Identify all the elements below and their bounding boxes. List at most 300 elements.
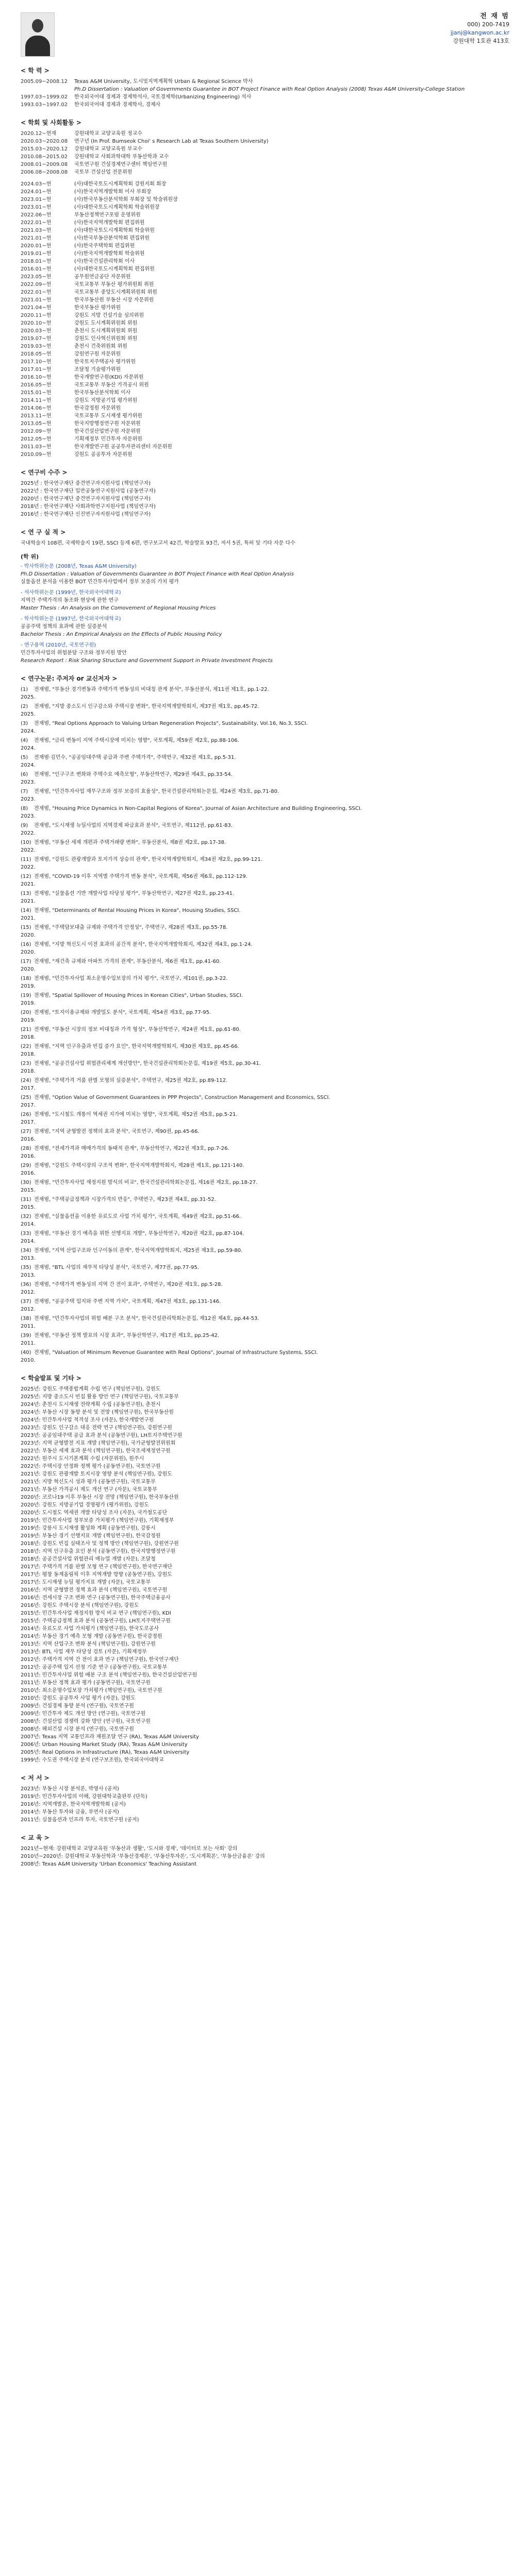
row-date: 2016.05~현	[21, 382, 52, 388]
row-text: 한국지방행정연구원 자문위원	[74, 421, 141, 427]
publication-number: (34) 2013.	[21, 1248, 36, 1261]
publication-number: (23) 2018.	[21, 1061, 36, 1074]
society-row	[21, 435, 509, 443]
publication-number: (2) 2025.	[21, 704, 36, 717]
project-item: 2008년: 건설산업 경쟁력 강화 방안 (연구원), 국토연구원	[21, 1719, 151, 1724]
publication-text: 전재범, "BTL 사업의 재무적 타당성 분석", 국토연구, 제77권, pp.77-95.	[34, 1265, 199, 1270]
publication-number: (28) 2016.	[21, 1146, 36, 1159]
row-date: 2021.04~현	[21, 305, 52, 311]
publication-text: 전재범, "인구구조 변화와 주택수요 예측모형", 부동산학연구, 제29권 제4호, pp.33-54.	[34, 772, 233, 777]
project-item: 2023년: 공공임대주택 공급 효과 분석 (공동연구원), LH토지주택연구원	[21, 1433, 183, 1438]
row-text: 강원도 인사혁신위원회 위원	[74, 336, 138, 342]
publication-text: 전재범, "도시철도 개통이 역세권 지가에 미치는 영향", 국토계획, 제52권 제5호, pp.5-21.	[34, 1112, 238, 1117]
publication-number: (30) 2015.	[21, 1180, 36, 1193]
row-date: 2014.06~현	[21, 405, 52, 411]
education-row	[21, 93, 509, 101]
theses-heading: (학 위)	[21, 553, 39, 560]
publication-item	[21, 1145, 509, 1160]
project-item: 2022년: 주택시장 안정화 정책 평가 (공동연구원), 국토연구원	[21, 1464, 161, 1469]
cv-header	[21, 12, 509, 57]
row-text: 한국부동산원 부동산 시장 자문위원	[74, 297, 154, 303]
publication-item	[21, 805, 509, 820]
project-item: 2010년: 강원도 공공투자 사업 평가 (자문), 강원도	[21, 1696, 136, 1701]
society-row	[21, 180, 509, 188]
project-item: 2024년: 춘천시 도시재생 전략계획 수립 (공동연구원), 춘천시	[21, 1402, 161, 1408]
book-item: 2019년: 민간투자사업의 이해, 강원대학교출판부 (단독)	[21, 1794, 147, 1800]
society-row	[21, 242, 509, 250]
row-text: Texas A&M University, 도시및지역계획학 Urban & Regional Science 박사	[74, 79, 253, 84]
row-text: 한국개발연구원(KDI) 자문위원	[74, 375, 144, 380]
publication-number: (39) 2011.	[21, 1333, 36, 1346]
publication-item	[21, 839, 509, 854]
publication-number: (3) 2024.	[21, 721, 36, 734]
publication-text: 전재범, "강원도 주택시장의 구조적 변화", 한국지역개발학회지, 제28권 제1호, pp.121-140.	[34, 1163, 244, 1168]
project-item: 2023년: 지역 균형발전 지표 개발 (책임연구원), 국가균형발전위원회	[21, 1440, 176, 1446]
grant-item: 2020년 : 한국연구재단 중견연구자지원사업 (책임연구자)	[21, 496, 151, 502]
row-date: 2008.01~2009.08	[21, 162, 68, 167]
publication-number: (22) 2018.	[21, 1044, 36, 1057]
teaching-item: 2021년~현재: 강원대학교 교양교육원 '부동산과 생활', '도시와 경제', '데이터로 보는 사회' 강의	[21, 1846, 238, 1852]
publication-item	[21, 1026, 509, 1041]
research-summary: 국내학술지 108편, 국제학술지 19편, SSCI 등재 6편, 연구보고서 42건, 학술발표 93건, 저서 5권, 특허 및 기타 자문 다수	[21, 540, 295, 546]
thesis-title-ko: 지역간 주택가격의 동조화 현상에 관한 연구	[21, 598, 119, 603]
row-date: 2022.01~현	[21, 290, 52, 295]
publication-text: 전재범, "Valuation of Minimum Revenue Guarantee with Real Options", Journal of Infrastructure Systems, SSCI.	[34, 1350, 318, 1355]
row-date: 2023.01~현	[21, 197, 52, 202]
publication-number: (16) 2020.	[21, 942, 36, 955]
thesis-block	[21, 563, 509, 665]
row-text: (사)대한국토도시계획학회 편집위원	[74, 266, 155, 272]
email-link[interactable]: jjanj@kangwon.ac.kr	[450, 29, 509, 36]
row-text: 국토연구원 건설경제연구센터 책임연구원	[74, 162, 168, 167]
publication-text: 전재범, "민간투자사업의 위험 배분 구조 분석", 한국건설관리학회논문집, 제12권 제4호, pp.44-53.	[34, 1316, 259, 1321]
publication-item	[21, 1196, 509, 1211]
row-text: 한국건설산업연구원 자문위원	[74, 429, 141, 434]
project-item: 1999년: 수도권 주택시장 분석 (연구보조원), 한국외국어대학교	[21, 1757, 164, 1763]
project-item: 2017년: 도시재생 뉴딜 평가지표 개발 (자문), 국토교통부	[21, 1580, 151, 1585]
project-item: 2018년: 공공건설사업 위험관리 매뉴얼 개발 (자문), 조달청	[21, 1556, 156, 1562]
career-row	[21, 145, 509, 153]
project-item: 2020년: 코로나19 이후 부동산 시장 전망 (책임연구원), 한국부동산원	[21, 1495, 179, 1500]
row-date: 2020.03~현	[21, 328, 52, 334]
society-row	[21, 327, 509, 335]
project-item: 2010년: 최소운영수입보장 가치평가 (책임연구원), 국토연구원	[21, 1688, 162, 1693]
publication-number: (5) 2024.	[21, 755, 36, 768]
project-item: 2021년: 부동산 가격공시 제도 개선 연구 (자문), 국토교통부	[21, 1487, 157, 1493]
publication-number: (19) 2019.	[21, 993, 36, 1006]
project-item: 2009년: 민간투자 제도 개선 방안 (연구원), 국토연구원	[21, 1711, 146, 1717]
society-row	[21, 397, 509, 404]
society-row	[21, 250, 509, 258]
publication-text: 전재범, "부동산 시장의 정보 비대칭과 가격 형성", 부동산학연구, 제24권 제1호, pp.61-80.	[34, 1027, 241, 1032]
row-text: (사)한국주택학회 편집위원	[74, 243, 135, 249]
row-text: 춘천시 건축위원회 위원	[74, 344, 127, 349]
row-text: 기획재정부 민간투자 자문위원	[74, 436, 142, 442]
thesis-label: - 석사학위논문 (1999년, 한국외국어대학교)	[21, 590, 121, 596]
row-date: 2015.01~현	[21, 390, 52, 396]
career-row	[21, 161, 509, 168]
publication-text: 전재범, "재건축 규제와 아파트 가격의 관계", 부동산분석, 제6권 제1호, pp.41-60.	[34, 959, 221, 964]
publication-item	[21, 924, 509, 939]
publication-item	[21, 771, 509, 786]
society-row	[21, 343, 509, 350]
row-text: 공무원연금공단 자문위원	[74, 274, 131, 280]
project-item: 2017년: 주택가격 거품 판별 모형 연구 (책임연구원), 한국연구재단	[21, 1564, 172, 1570]
publication-number: (37) 2012.	[21, 1299, 36, 1312]
section-title-research: < 연 구 실 적 >	[21, 529, 66, 536]
publication-text: 전재범, "도시재생 뉴딜사업의 지역경제 파급효과 분석", 국토연구, 제112권, pp.61-83.	[34, 823, 233, 828]
publication-text: 전재범, "민간투자사업 재정지원 방식의 비교", 한국건설관리학회논문집, 제16권 제2호, pp.18-27.	[34, 1180, 258, 1185]
career-list	[21, 130, 509, 176]
society-row	[21, 234, 509, 242]
publication-item	[21, 1162, 509, 1177]
project-item: 2017년: 평창 동계올림픽 이후 지역개발 방향 (공동연구원), 강원도	[21, 1572, 172, 1578]
society-row	[21, 350, 509, 358]
publication-item	[21, 1315, 509, 1330]
project-list	[21, 1385, 509, 1764]
publication-item	[21, 1009, 509, 1024]
publication-text: 전재범, "부동산 정책 발표의 시장 효과", 부동산학연구, 제17권 제1호, pp.25-42.	[34, 1333, 220, 1338]
row-date: 2013.05~현	[21, 421, 52, 427]
publication-number: (26) 2017.	[21, 1112, 36, 1125]
row-text: (사)한국건설관리학회 이사	[74, 259, 135, 264]
row-text: 한국감정원 자문위원	[74, 405, 121, 411]
publication-text: 전재범, "Spatial Spillover of Housing Prices in Korean Cities", Urban Studies, SSCI.	[34, 993, 243, 998]
publication-text: 전재범, "공공건설사업 위험관리체계 개선방안", 한국건설관리학회논문집, 제19권 제5호, pp.30-41.	[34, 1061, 261, 1066]
row-date: 1993.03~1997.02	[21, 102, 68, 108]
teaching-item: 2010년~2020년: 강원대학교 부동산학과 '부동산경제론', '부동산투자론', '도시계획론', '부동산금융론' 강의	[21, 1854, 265, 1859]
row-text: 국토부 건설산업 전문위원	[74, 170, 132, 175]
row-date: 2020.11~현	[21, 313, 52, 318]
row-date: 2012.05~현	[21, 436, 52, 442]
society-row	[21, 412, 509, 420]
publication-item	[21, 1213, 509, 1228]
project-item: 2006년: Urban Housing Market Study (RA), Texas A&M University	[21, 1742, 188, 1748]
project-item: 2025년: 강원도 주택종합계획 수립 연구 (책임연구원), 강원도	[21, 1386, 161, 1392]
profile-photo	[21, 12, 55, 57]
row-date: 2014.11~현	[21, 398, 52, 403]
publication-number: (12) 2021.	[21, 874, 36, 887]
publication-number: (7) 2023.	[21, 789, 36, 802]
society-row	[21, 366, 509, 374]
row-text: 강원도 지방 건설기술 심의위원	[74, 313, 144, 318]
society-row	[21, 219, 509, 227]
publication-number: (36) 2012.	[21, 1282, 36, 1295]
row-text: (사)대한국토도시계획학회 학술위원장	[74, 205, 160, 210]
book-item: 2023년: 부동산 시장 분석론, 박영사 (공저)	[21, 1786, 119, 1792]
row-date: 2021.01~현	[21, 297, 52, 303]
thesis-title-en: Research Report : Risk Sharing Structure and Government Support in Private Investment Projects	[21, 658, 273, 664]
row-text: 강원도 도시계획위원회 위원	[74, 320, 138, 326]
row-date: 2020.10~현	[21, 320, 52, 326]
project-item: 2011년: 부동산 정책 효과 평가 (공동연구원), 국토연구원	[21, 1680, 151, 1686]
society-row	[21, 265, 509, 273]
row-text: (사)한국지역개발학회 편집위원	[74, 220, 145, 226]
project-item: 2021년: 강원도 관광개발 토지시장 영향 분석 (책임연구원), 강원도	[21, 1471, 172, 1477]
project-item: 2016년: 지역 균형발전 정책 효과 분석 (책임연구원), 국토연구원	[21, 1587, 168, 1593]
publication-item	[21, 1298, 509, 1313]
row-date: 2015.03~2020.12	[21, 146, 68, 152]
office-address: 강원대학 1호관 413호	[453, 38, 509, 44]
person-name: 전 재 범	[480, 12, 509, 20]
publication-text: 전재범, "부동산 경기 예측을 위한 선행지표 개발", 부동산학연구, 제20권 제2호, pp.87-104.	[34, 1231, 244, 1236]
society-row	[21, 258, 509, 265]
project-item: 2013년: 지역 산업구조 변화 분석 (책임연구원), 강원연구원	[21, 1641, 156, 1647]
society-row	[21, 319, 509, 327]
publication-text: 전재범, "주택가격 거품 판별 모형의 실증분석", 주택연구, 제25권 제2호, pp.89-112.	[34, 1078, 228, 1083]
row-text: 국토교통부 부동산 가격공시 위원	[74, 382, 149, 388]
section-title-education: < 학 력 >	[21, 67, 49, 74]
row-text: (사)한국부동산분석학회 편집위원	[74, 235, 150, 241]
society-list	[21, 180, 509, 459]
thesis-label: - 박사학위논문 (2008년, Texas A&M University)	[21, 564, 137, 569]
row-date: 2021.03~현	[21, 228, 52, 233]
publication-item	[21, 975, 509, 990]
project-item: 2007년: Texas 지역 교통인프라 재원조달 연구 (RA), Texas A&M University	[21, 1734, 200, 1740]
row-text: 강원도 지방공기업 평가위원	[74, 398, 138, 403]
career-row	[21, 130, 509, 138]
publication-item	[21, 873, 509, 888]
publication-number: (10) 2022.	[21, 840, 36, 853]
row-text: 강원도 공공투자 자문위원	[74, 452, 132, 457]
row-text: 국토교통부 도시재생 평가위원	[74, 413, 142, 419]
row-date: 2024.01~현	[21, 189, 52, 195]
project-item: 2011년: 민간투자사업 위험 배분 구조 분석 (책임연구원), 한국건설산업연구원	[21, 1672, 197, 1678]
publication-text: 전재범, "지역 인구유출과 빈집 증가 요인", 한국지역개발학회지, 제30권 제3호, pp.45-66.	[34, 1044, 239, 1049]
society-row	[21, 358, 509, 366]
publication-text: 전재범, "금리 변동이 지역 주택시장에 미치는 영향", 국토계획, 제59권 제2호, pp.88-106.	[34, 738, 239, 743]
publication-text: 전재범, "실물옵션을 이용한 유료도로 사업 가치 평가", 국토계획, 제49권 제2호, pp.51-66.	[34, 1214, 241, 1219]
row-text: (사)한국지역개발학회 학술위원	[74, 251, 145, 257]
career-row	[21, 168, 509, 176]
publication-item	[21, 958, 509, 973]
row-text: 한국토지주택공사 평가위원	[74, 359, 136, 365]
society-row	[21, 428, 509, 435]
publication-item	[21, 703, 509, 718]
publication-list	[21, 686, 509, 1364]
thesis-label: - 학사학위논문 (1997년, 한국외국어대학교)	[21, 616, 121, 622]
thesis-title-en: Bachelor Thesis : An Empirical Analysis on the Effects of Public Housing Policy	[21, 632, 222, 637]
society-row	[21, 196, 509, 204]
row-date: 2020.03~2020.08	[21, 139, 68, 144]
publication-item	[21, 1128, 509, 1143]
row-text: Ph.D Dissertation : Valuation of Governments Guarantee in BOT Project Finance with Real Option Analysis (2008) Texas A&M University-College Station	[74, 87, 465, 92]
row-text: 강원대학교 사회과학대학 부동산학과 교수	[74, 154, 169, 160]
society-row	[21, 335, 509, 343]
project-item: 2012년: 공공주택 입지 선정 기준 연구 (공동연구원), 국토교통부	[21, 1665, 168, 1670]
row-text: 강원대학교 교양교육원 정교수	[74, 131, 142, 137]
publication-number: (14) 2021.	[21, 908, 36, 921]
publication-item	[21, 890, 509, 905]
publication-item	[21, 907, 509, 922]
project-item: 2014년: 유료도로 사업 가치평가 (책임연구원), 한국도로공사	[21, 1626, 159, 1632]
publication-item	[21, 1077, 509, 1092]
publication-text: 전재범, "지방 혁신도시 이전 효과의 공간적 분석", 한국지역개발학회지, 제32권 제4호, pp.1-24.	[34, 942, 253, 947]
thesis-title-ko: 공공주택 정책의 효과에 관한 실증분석	[21, 624, 107, 630]
row-date: 2020.12~현재	[21, 131, 57, 137]
publication-text: 전재범, "강원도 관광개발과 토지가격 상승의 관계", 한국지역개발학회지, 제34권 제2호, pp.99-121.	[34, 857, 262, 862]
society-row	[21, 204, 509, 211]
row-date: 2024.03~현	[21, 181, 52, 187]
publication-text: 전재범, "실물옵션 기반 개발사업 타당성 평가", 부동산학연구, 제27권 제2호, pp.23-41.	[34, 891, 235, 896]
publication-item	[21, 1281, 509, 1296]
book-item: 2014년: 부동산 투자와 금융, 부연사 (공저)	[21, 1809, 119, 1815]
publication-number: (1) 2025.	[21, 687, 36, 700]
row-text: 춘천시 도시계획위원회 위원	[74, 328, 138, 334]
section-title-teaching: < 교 육 >	[21, 1834, 49, 1841]
education-row	[21, 78, 509, 86]
row-text: 부동산정책연구포럼 운영위원	[74, 212, 141, 218]
project-item: 2018년: 강원도 빈집 실태조사 및 정책 방안 (책임연구원), 강원연구원	[21, 1541, 179, 1547]
society-row	[21, 451, 509, 459]
career-row	[21, 138, 509, 145]
publication-number: (31) 2015.	[21, 1197, 36, 1210]
row-text: (사)한국부동산분석학회 부회장 및 학술위원장	[74, 197, 178, 202]
grant-item: 2022년 : 한국연구재단 일반공동연구지원사업 (공동연구자)	[21, 488, 156, 494]
row-date: 2023.01~현	[21, 205, 52, 210]
row-date: 2011.03~현	[21, 444, 52, 450]
grant-item: 2018년 : 한국연구재단 사회과학연구지원사업 (책임연구자)	[21, 504, 156, 510]
society-row	[21, 281, 509, 289]
project-item: 2005년: Real Options in Infrastructure (RA), Texas A&M University	[21, 1750, 190, 1755]
publication-item	[21, 822, 509, 837]
teaching-item: 2008년: Texas A&M University 'Urban Economics' Teaching Assistant	[21, 1861, 196, 1867]
publication-text: 전재범, "민간투자사업 재무구조와 정부 보증의 효율성", 한국건설관리학회논문집, 제24권 제3호, pp.71-80.	[34, 789, 279, 794]
project-item: 2009년: 건설경제 동향 분석 (연구원), 국토연구원	[21, 1703, 134, 1709]
row-text: 강원연구원 자문위원	[74, 351, 121, 357]
society-row	[21, 273, 509, 281]
publication-number: (9) 2022.	[21, 823, 36, 836]
education-row	[21, 86, 509, 93]
society-row	[21, 312, 509, 319]
row-date: 2016.10~현	[21, 375, 52, 380]
project-item: 2019년: 부동산 경기 선행지표 개발 (책임연구원), 한국감정원	[21, 1533, 161, 1539]
publication-text: 전재범, "주택담보대출 규제와 주택가격 안정성", 주택연구, 제28권 제3호, pp.55-78.	[34, 925, 228, 930]
society-row	[21, 296, 509, 304]
row-text: 한국부동산 평가위원	[74, 305, 121, 311]
project-item: 2016년: 강원도 주택시장 분석 (책임연구원), 강원도	[21, 1603, 139, 1608]
publication-item	[21, 788, 509, 803]
society-row	[21, 443, 509, 451]
publication-number: (29) 2016.	[21, 1163, 36, 1176]
row-date: 2018.05~현	[21, 351, 52, 357]
publication-item	[21, 1094, 509, 1109]
publication-item	[21, 720, 509, 735]
publication-number: (15) 2020.	[21, 925, 36, 938]
society-row	[21, 420, 509, 428]
publication-text: 전재범, "Option Value of Government Guarantees in PPP Projects", Construction Management and Economics, SSCI.	[34, 1095, 330, 1100]
project-item: 2019년: 강릉시 도시재생 활성화 계획 (공동연구원), 강릉시	[21, 1526, 156, 1531]
row-text: 국토교통부 부동산 평가위원회 위원	[74, 282, 154, 287]
row-date: 2005.09~2008.12	[21, 79, 68, 84]
publication-number: (8) 2023.	[21, 806, 36, 819]
publication-item	[21, 686, 509, 701]
project-item: 2023년: 강원도 인구감소 대응 전략 연구 (책임연구원), 강원연구원	[21, 1425, 172, 1431]
contact-block	[451, 12, 509, 45]
row-date: 1997.03~1999.02	[21, 94, 68, 100]
society-row	[21, 289, 509, 296]
publication-text: 전재범, "Determinants of Rental Housing Prices in Korea", Housing Studies, SSCI.	[34, 908, 241, 913]
project-item: 2008년: 해외건설 시장 분석 (연구원), 국토연구원	[21, 1726, 134, 1732]
book-item: 2011년: 실물옵션과 인프라 투자, 국토연구원 (공저)	[21, 1817, 139, 1823]
row-date: 2010.09~현	[21, 452, 52, 457]
project-item: 2021년: 지방 혁신도시 성과 평가 (공동연구원), 국토교통부	[21, 1479, 156, 1485]
education-list	[21, 78, 509, 109]
row-date: 2017.10~현	[21, 359, 52, 365]
row-text: (사)한국지역개발학회 이사 부회장	[74, 189, 152, 195]
society-row	[21, 304, 509, 312]
publication-number: (25) 2017.	[21, 1095, 36, 1108]
grants-list	[21, 480, 509, 518]
publication-number: (24) 2017.	[21, 1078, 36, 1091]
publication-number: (11) 2022.	[21, 857, 36, 870]
phone-number: 000) 200-7419	[467, 21, 509, 28]
publication-text: 전재범, "주택공급정책과 시장가격의 반응", 주택연구, 제23권 제4호, pp.31-52.	[34, 1197, 216, 1202]
publication-text: 전재범, "부동산 경기변동과 주택가격 변동성의 비대칭 관계 분석", 부동산분석, 제11권 제1호, pp.1-22.	[34, 687, 269, 692]
publication-number: (21) 2018.	[21, 1027, 36, 1040]
row-text: 조달청 기술평가위원	[74, 367, 121, 372]
row-text: 국토교통부 중앙도시계획위원회 위원	[74, 290, 157, 295]
project-item: 2022년: 원주시 도시기본계획 수립 (자문위원), 원주시	[21, 1456, 144, 1462]
row-date: 2023.05~현	[21, 274, 52, 280]
project-item: 2022년: 부동산 세제 효과 분석 (책임연구원), 한국조세재정연구원	[21, 1448, 171, 1454]
publication-item	[21, 754, 509, 769]
publication-item	[21, 1060, 509, 1075]
project-item: 2015년: 민간투자사업 재정지원 방식 비교 연구 (책임연구원), KDI	[21, 1611, 171, 1616]
project-item: 2016년: 전세시장 구조 변화 연구 (공동연구원), 한국주택금융공사	[21, 1595, 171, 1601]
section-title-books: < 저 서 >	[21, 1774, 49, 1782]
publication-item	[21, 1179, 509, 1194]
publication-number: (33) 2014.	[21, 1231, 36, 1244]
publication-number: (18) 2019.	[21, 976, 36, 989]
section-title-career: < 학회 및 사회활동 >	[21, 119, 81, 126]
project-item: 2015년: 주택공급정책 효과 분석 (공동연구원), LH토지주택연구원	[21, 1618, 171, 1624]
row-date: 2019.01~현	[21, 251, 52, 257]
row-date: 2006.08~2008.08	[21, 170, 68, 175]
society-row	[21, 227, 509, 234]
publication-text: 전재범, "Housing Price Dynamics in Non-Capital Regions of Korea", Journal of Asian Architecture and Building Engineering, SSCI.	[34, 806, 362, 811]
row-date: 2022.06~현	[21, 212, 52, 218]
row-date: 2016.01~현	[21, 266, 52, 272]
row-date: 2022.09~현	[21, 282, 52, 287]
publication-item	[21, 1230, 509, 1245]
publication-number: (13) 2021.	[21, 891, 36, 904]
book-item: 2016년: 지역개발론, 한국지역개발학회 (공저)	[21, 1802, 126, 1807]
publication-text: 전재범, "전세가격과 매매가격의 동태적 관계", 부동산학연구, 제22권 제3호, pp.7-26.	[34, 1146, 229, 1151]
project-item: 2024년: 부동산 시장 동향 분석 및 전망 (책임연구원), 한국부동산원	[21, 1410, 174, 1415]
row-date: 2010.08~2015.02	[21, 154, 68, 160]
publication-item	[21, 992, 509, 1007]
row-date	[21, 86, 74, 93]
publication-item	[21, 1043, 509, 1058]
grant-item: 2016년 : 한국연구재단 신진연구자지원사업 (책임연구자)	[21, 512, 151, 517]
publication-number: (35) 2013.	[21, 1265, 36, 1278]
society-row	[21, 211, 509, 219]
publication-item	[21, 1247, 509, 1262]
publication-number: (32) 2014.	[21, 1214, 36, 1227]
section-title-projects: < 학술발표 및 기타 >	[21, 1375, 81, 1382]
publication-text: 전재범, "토지이용규제와 개발밀도 분석", 국토계획, 제54권 제3호, pp.77-95.	[34, 1010, 211, 1015]
publication-number: (6) 2023.	[21, 772, 36, 785]
row-date: 2013.11~현	[21, 413, 52, 419]
publication-text: 전재범, "지방 중소도시 인구감소와 주택시장 변화", 한국지역개발학회지, 제37권 제1호, pp.45-72.	[34, 704, 259, 709]
publication-item	[21, 737, 509, 752]
book-list	[21, 1785, 509, 1824]
publication-item	[21, 1349, 509, 1364]
project-item: 2019년: 민간투자사업 정부보증 가치평가 (책임연구원), 기획재정부	[21, 1518, 174, 1523]
society-row	[21, 374, 509, 381]
publication-item	[21, 856, 509, 871]
